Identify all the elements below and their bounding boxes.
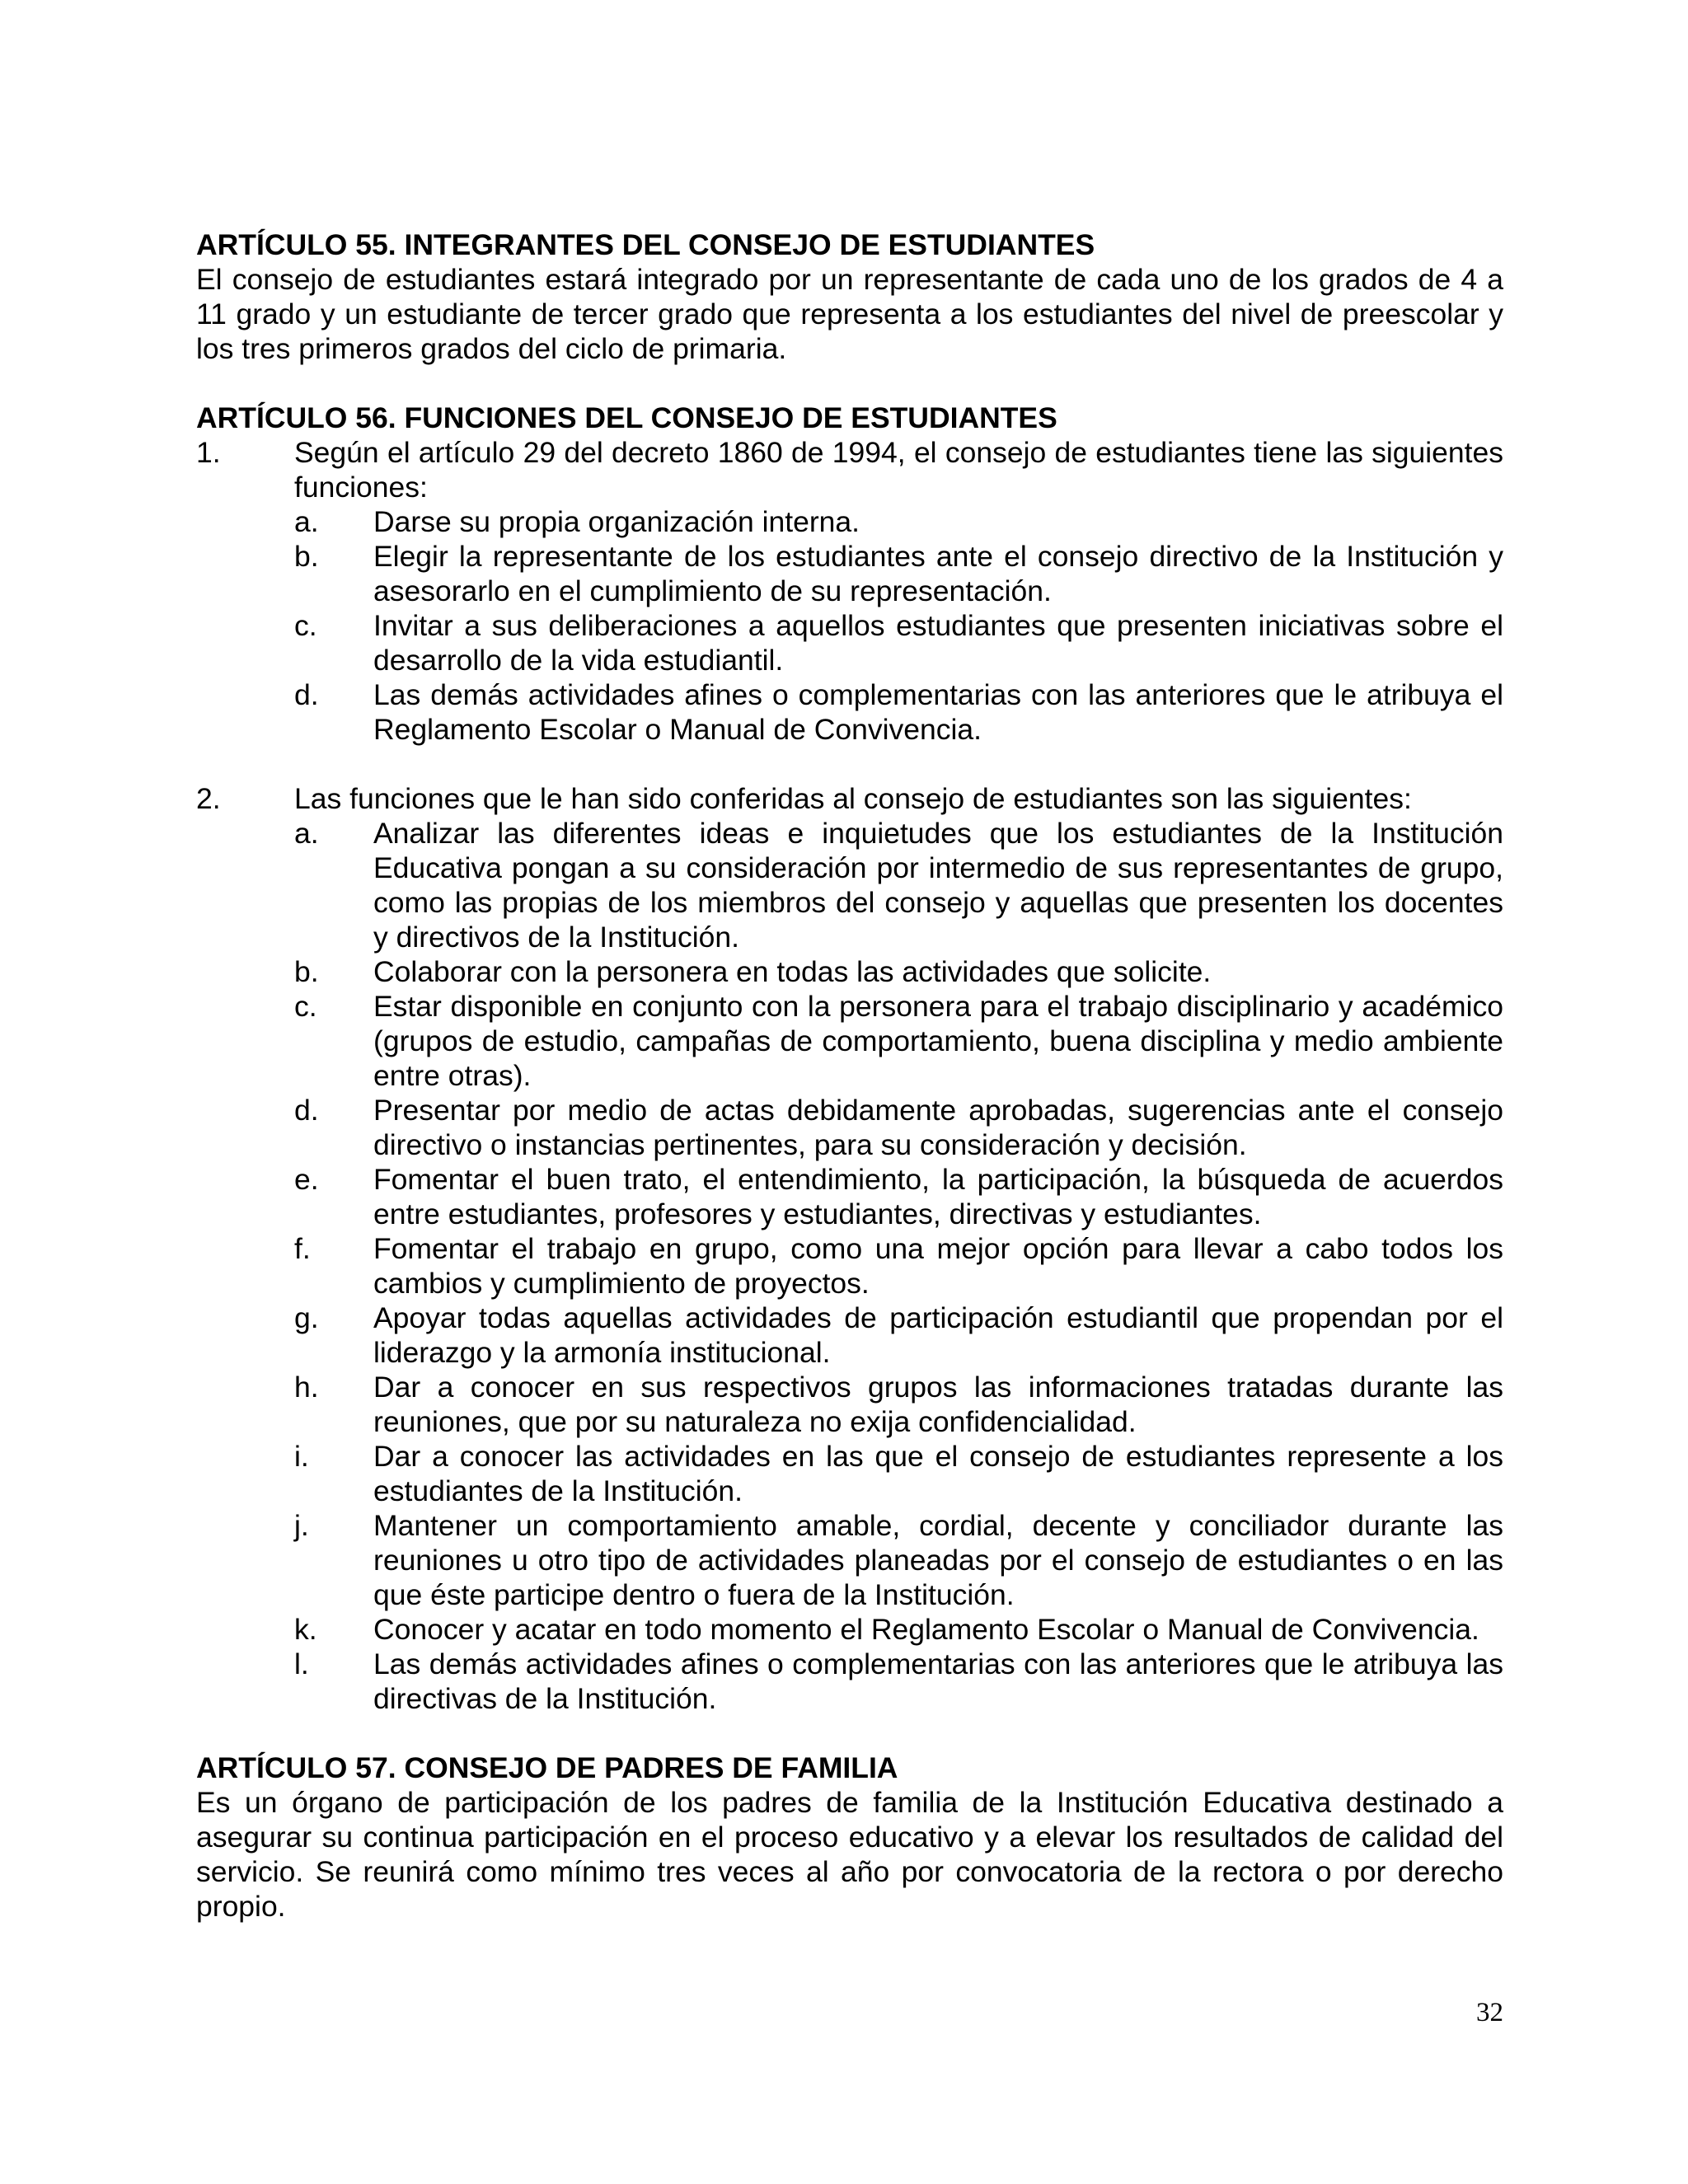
list-item-text: Invitar a sus deliberaciones a aquellos estudiantes que presenten iniciativas sobre el desarrollo de la vida estudiantil. <box>373 609 1503 677</box>
list-item-text: Dar a conocer en sus respectivos grupos las informaciones tratadas durante las reuniones, que por su naturaleza no exija confidencialidad. <box>373 1371 1503 1438</box>
list-item-label: a. <box>294 505 319 538</box>
list-item <box>196 1370 1503 1439</box>
list-item <box>196 504 1503 539</box>
list-item-text: Elegir la representante de los estudiantes ante el consejo directivo de la Institución y asesorarlo en el cumplimiento de su representación. <box>373 540 1503 607</box>
list-item-label: c. <box>294 990 317 1023</box>
list-item <box>196 608 1503 677</box>
list-item <box>196 1508 1503 1612</box>
spacer <box>196 366 1503 401</box>
item-number: 2. <box>196 782 221 815</box>
list-item <box>196 1162 1503 1231</box>
sub-list <box>196 816 1503 1716</box>
list-item-text: Colaborar con la personera en todas las actividades que solicite. <box>373 955 1212 988</box>
list-item <box>196 954 1503 989</box>
list-item <box>196 539 1503 608</box>
list-item-label: b. <box>294 955 319 988</box>
list-item-label: c. <box>294 609 317 642</box>
list-item-text: Apoyar todas aquellas actividades de participación estudiantil que propendan por el liderazgo y la armonía institucional. <box>373 1301 1503 1369</box>
sub-list <box>196 504 1503 747</box>
list-item-text: Presentar por medio de actas debidamente aprobadas, sugerencias ante el consejo directivo o instancias pertinentes, para su consideración y decisión. <box>373 1094 1503 1161</box>
list-item-label: i. <box>294 1440 309 1473</box>
list-item-label: j. <box>294 1509 309 1542</box>
list-item-text: Fomentar el buen trato, el entendimiento, la participación, la búsqueda de acuerdos entre estudiantes, profesores y estudiantes, directivas y estudiantes. <box>373 1163 1503 1230</box>
article-55-text: El consejo de estudiantes estará integrado por un representante de cada uno de los grados de 4 a 11 grado y un estudiante de tercer grado que representa a los estudiantes del nivel de preescolar y los tres primeros grados del ciclo de primaria. <box>196 263 1503 365</box>
list-item <box>196 1612 1503 1647</box>
numbered-item <box>196 781 1503 816</box>
list-item <box>196 1301 1503 1370</box>
list-item <box>196 1647 1503 1716</box>
list-item-label: f. <box>294 1232 311 1265</box>
list-item-label: d. <box>294 1094 319 1127</box>
item-text: Según el artículo 29 del decreto 1860 de 1994, el consejo de estudiantes tiene las siguientes funciones: <box>294 436 1503 504</box>
item-text: Las funciones que le han sido conferidas al consejo de estudiantes son las siguientes: <box>294 782 1412 815</box>
list-item-label: b. <box>294 540 319 573</box>
numbered-item <box>196 435 1503 504</box>
list-item-label: g. <box>294 1301 319 1334</box>
list-item <box>196 1093 1503 1162</box>
list-item-text: Mantener un comportamiento amable, cordial, decente y conciliador durante las reuniones u otro tipo de actividades planeadas por el consejo de estudiantes o en las que éste participe dentro o fuera de la Institución. <box>373 1509 1503 1611</box>
list-item-label: a. <box>294 817 319 850</box>
list-item-label: e. <box>294 1163 319 1196</box>
list-item <box>196 1231 1503 1301</box>
list-item-label: l. <box>294 1647 309 1680</box>
article-57-heading: ARTÍCULO 57. CONSEJO DE PADRES DE FAMILIA <box>196 1751 898 1784</box>
list-item <box>196 1439 1503 1508</box>
page-number: 32 <box>1476 1998 1503 2027</box>
item-number: 1. <box>196 436 221 469</box>
list-item-text: Dar a conocer las actividades en las que el consejo de estudiantes represente a los estudiantes de la Institución. <box>373 1440 1503 1507</box>
list-item <box>196 816 1503 954</box>
article-56-heading: ARTÍCULO 56. FUNCIONES DEL CONSEJO DE ESTUDIANTES <box>196 401 1057 434</box>
list-item-text: Fomentar el trabajo en grupo, como una mejor opción para llevar a cabo todos los cambios y cumplimiento de proyectos. <box>373 1232 1503 1300</box>
article-55-heading: ARTÍCULO 55. INTEGRANTES DEL CONSEJO DE ESTUDIANTES <box>196 228 1095 261</box>
list-item-label: h. <box>294 1371 319 1404</box>
list-item-text: Las demás actividades afines o complementarias con las anteriores que le atribuya el Reglamento Escolar o Manual de Convivencia. <box>373 678 1503 746</box>
list-item-label: d. <box>294 678 319 711</box>
list-item <box>196 677 1503 747</box>
article-57-text: Es un órgano de participación de los padres de familia de la Institución Educativa destinado a asegurar su continua participación en el proceso educativo y a elevar los resultados de calidad del servicio. Se reunirá como mínimo tres veces al año por convocatoria de la rectora o por derecho propio. <box>196 1786 1503 1923</box>
spacer <box>196 747 1503 781</box>
list-item-label: k. <box>294 1613 317 1646</box>
list-item <box>196 989 1503 1093</box>
spacer <box>196 1716 1503 1750</box>
list-item-text: Las demás actividades afines o complementarias con las anteriores que le atribuya las directivas de la Institución. <box>373 1647 1503 1715</box>
list-item-text: Darse su propia organización interna. <box>373 505 860 538</box>
page-content <box>196 227 1503 1924</box>
list-item-text: Conocer y acatar en todo momento el Reglamento Escolar o Manual de Convivencia. <box>373 1613 1479 1646</box>
list-item-text: Estar disponible en conjunto con la personera para el trabajo disciplinario y académico (grupos de estudio, campañas de comportamiento, buena disciplina y medio ambiente entre otras). <box>373 990 1503 1092</box>
list-item-text: Analizar las diferentes ideas e inquietudes que los estudiantes de la Institución Educativa pongan a su consideración por intermedio de sus representantes de grupo, como las propias de los miembros del consejo y aquellas que presenten los docentes y directivos de la Institución. <box>373 817 1503 954</box>
